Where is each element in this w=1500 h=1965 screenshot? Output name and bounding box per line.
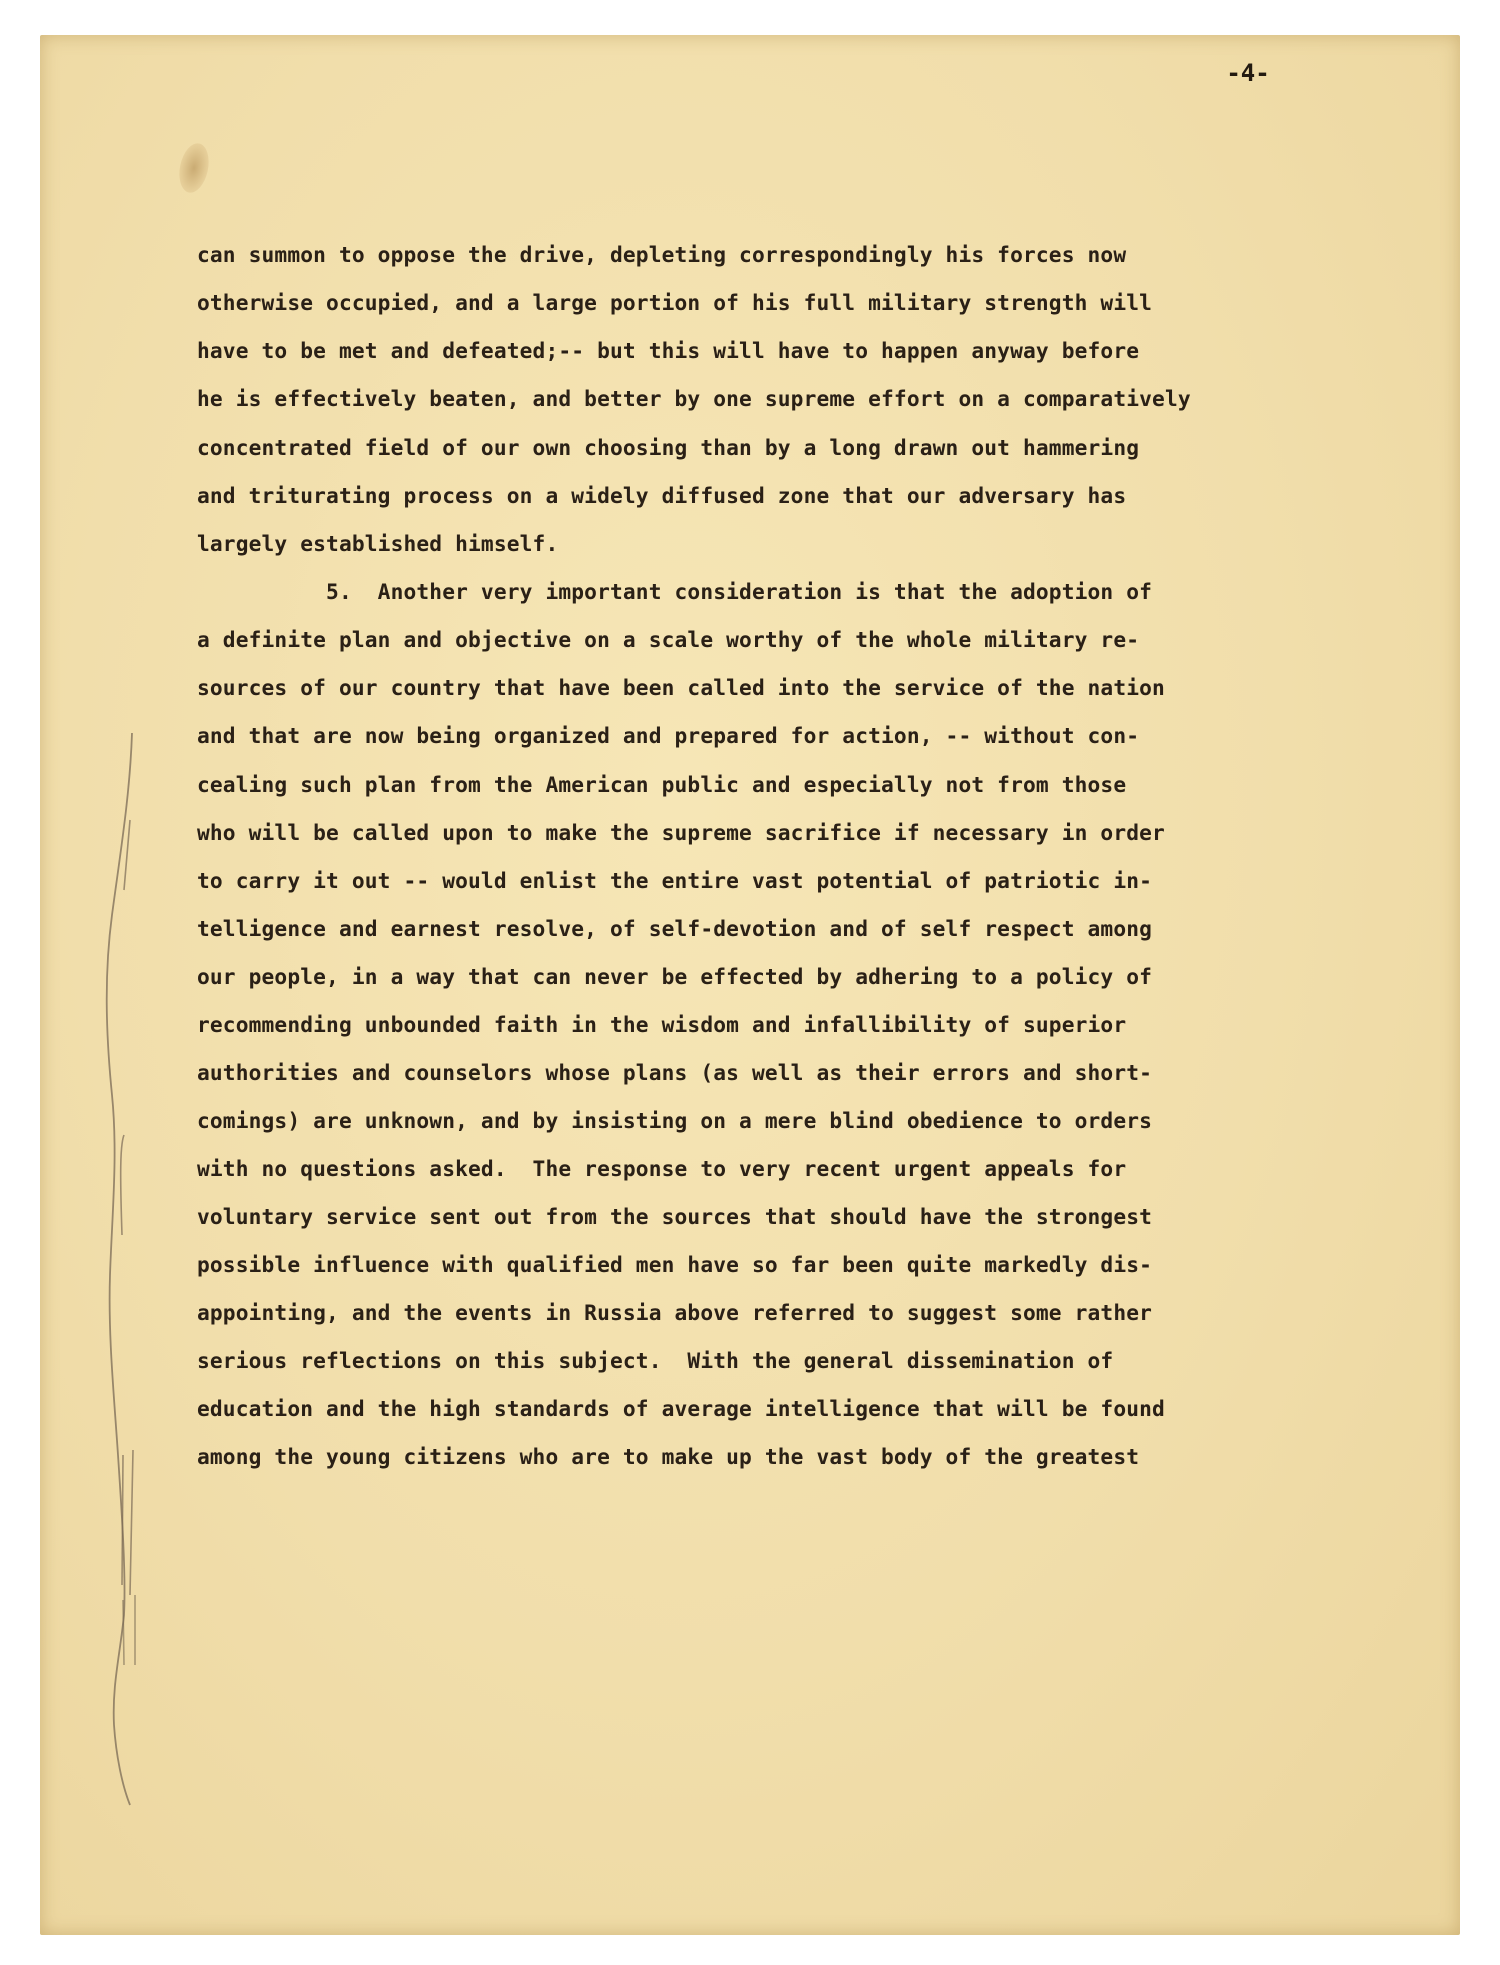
pencil-bracket-mark-2 (121, 1135, 124, 1235)
text-line: with no questions asked. The response to very recent urgent appeals for (197, 1156, 1127, 1181)
text-line: authorities and counselors whose plans (as well as their errors and short- (197, 1060, 1153, 1085)
text-line: cealing such plan from the American public and especially not from those (197, 772, 1127, 797)
pencil-double-line-3 (123, 1600, 124, 1665)
text-line: a definite plan and objective on a scale worthy of the whole military re- (197, 627, 1140, 652)
pencil-wavy-margin-line (107, 733, 132, 1805)
text-line: sources of our country that have been called into the service of the nation (197, 675, 1165, 700)
pencil-bracket-mark-1 (124, 820, 130, 890)
text-line: concentrated field of our own choosing than by a long drawn out hammering (197, 435, 1140, 460)
text-line: serious reflections on this subject. With the general dissemination of (197, 1348, 1114, 1373)
text-line: to carry it out -- would enlist the entire vast potential of patriotic in- (197, 868, 1153, 893)
text-line: among the young citizens who are to make up the vast body of the greatest (197, 1444, 1140, 1469)
pencil-double-line-1 (122, 1455, 123, 1585)
text-line: appointing, and the events in Russia above referred to suggest some rather (197, 1300, 1153, 1325)
pencil-double-line-2 (130, 1450, 133, 1595)
text-line: our people, in a way that can never be effected by adhering to a policy of (197, 964, 1153, 989)
text-line: can summon to oppose the drive, depleting correspondingly his forces now (197, 242, 1127, 267)
text-line: have to be met and defeated;-- but this will have to happen anyway before (197, 338, 1140, 363)
text-line: who will be called upon to make the supreme sacrifice if necessary in order (197, 820, 1165, 845)
text-line: possible influence with qualified men have so far been quite markedly dis- (197, 1252, 1153, 1277)
text-line: telligence and earnest resolve, of self-devotion and of self respect among (197, 916, 1153, 941)
text-line: otherwise occupied, and a large portion of his full military strength will (197, 290, 1153, 315)
paragraph-5-start: 5. Another very important consideration is that the adoption of (197, 579, 1153, 604)
text-line: recommending unbounded faith in the wisdom and infallibility of superior (197, 1012, 1127, 1037)
text-line: education and the high standards of average intelligence that will be found (197, 1396, 1165, 1421)
text-line: and that are now being organized and prepared for action, -- without con- (197, 723, 1140, 748)
text-line: he is effectively beaten, and better by one supreme effort on a comparatively (197, 386, 1191, 411)
text-line: voluntary service sent out from the sources that should have the strongest (197, 1204, 1153, 1229)
typewritten-page (40, 35, 1460, 1935)
text-line: and triturating process on a widely diffused zone that our adversary has (197, 483, 1127, 508)
page-number: -4- (1226, 59, 1270, 87)
text-line: comings) are unknown, and by insisting on a mere blind obedience to orders (197, 1108, 1153, 1133)
text-line: largely established himself. (197, 531, 559, 556)
